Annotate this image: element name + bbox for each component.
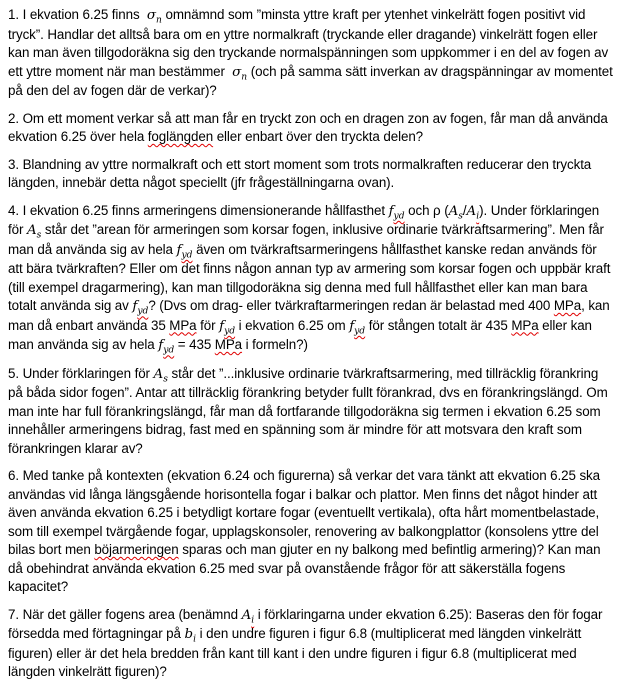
math-symbol-f-yd: $f_{yd}$ [158,338,175,356]
math-symbol-f-yd: $f_{yd}$ [132,299,149,317]
text-run: i den undre figuren i figur 6.8 (multiplicerat med längden vinkelrätt figuren) eller är det hela bredden från kant till kant i den undre figuren i figur 6.8 (multiplicerat med längden vinkelrätt figuren)? [8,626,582,679]
paragraph-question-4 [8,202,613,356]
text-run: omnämnd som ”minsta yttre kraft per ytenhet vinkelrätt fogen positivt vid tryck”. Handlar det alltså bara om en yttre normalkraft (tryckande eller dragande) vinkelrätt fogen eller kan man även tillgodoräkna sig den tryckande normalspänningen som uppkommer i en del av fogen av ett yttre moment när man bestämmer [8,7,609,79]
misspelled-word: MPa [169,317,197,333]
text-run: 1. I ekvation 6.25 finns [8,7,147,22]
math-symbol-A-s: $A_s$ [448,203,463,222]
paragraph-question-1 [8,6,613,101]
text-run: 3. Blandning av yttre normalkraft och ett stort moment som trots normalkraften reducerar den tryckta längden, innebär detta något speciellt (jfr frågeställningarna ovan). [8,156,592,190]
math-symbol-f-yd: $f_{yd}$ [219,318,236,337]
text-run: eller kan man använda sig av hela [8,317,592,352]
text-run: 4. I ekvation 6.25 finns armeringens dimensionerande hållfasthet [8,202,389,218]
misspelled-word: böjarmeringen [94,542,179,557]
misspelled-word: MPa [214,337,243,352]
paragraph-question-5 [8,365,613,459]
paragraph-question-3 [8,156,613,193]
text-run: står det ”arean för armeringen som korsar fogen, inklusive ordinarie tvärkraftsarmering”. Men får man då använda sig av hela [8,222,604,257]
paragraph-question-2 [8,110,613,147]
paragraph-question-7 [8,606,613,682]
text-run: sparas och man gjuter en ny balkong med befintlig armering)? Kan man då obehindrat använda ekvation 6.25 med svar på ovanstående frågor för att säkerställa fogens kapacitet? [8,542,601,594]
math-symbol-A-i: $A_i$ [466,203,480,222]
text-run: även om tvärkraftsarmeringens hållfasthet kanske redan används för att bära tvärkraften? Eller om det finns någon annan typ av armering som korsar fogen och uppbär kraft (till exempel dragarmering), kan man tillgodoräkna sig denna med full hållfasthet eller kan man bara totalt använda sig av [8,241,611,313]
text-run: 5. Under förklaringen för [8,365,154,381]
math-symbol-σ-n: $\sigma_n$ [232,64,248,83]
text-run: / [462,202,467,218]
math-symbol-σ-n: $\sigma_n$ [146,8,162,26]
misspelled-word: foglängden [147,129,214,144]
text-run: 2. Om ett moment verkar så att man får en tryckt zon och en dragen zon av fogen, får man då använda ekvation 6.25 över hela [8,110,608,144]
math-symbol-f-yd: $f_{yd}$ [349,318,366,337]
text-run: , kan man då enbart använda 35 [8,298,610,333]
math-symbol-f-yd: $f_{yd}$ [176,242,193,261]
math-symbol-A-s: $A_s$ [153,366,168,385]
text-run: i ekvation 6.25 om [235,317,350,333]
text-run: för stången totalt är 435 [365,317,512,333]
text-run: = 435 [174,337,215,352]
text-run: 6. Med tanke på kontexten (ekvation 6.24 och figurerna) så verkar det vara tänkt att ekvation 6.25 ska användas vid långa längsgående horisontella fogar i balkar och plattor. Men finns det något hinder att även använda ekvation 6.25 i betydligt kortare fogar (eventuellt vertikala), ofta hårt momentbelastade, som till exempel tvärgående fogar, upplagskonsoler, renovering av balkongplattor (konsolens yttre del bilas bort men [8,468,600,557]
text-run: (och på samma sätt inverkan av dragspänningar av momentet på den del av fogen där de verkar)? [8,63,613,98]
text-run: ). Under förklaringen för [8,202,600,237]
text-run: i formeln?) [242,337,308,352]
math-symbol-b-i: $b_i$ [184,627,197,645]
text-run: och ρ ( [404,202,449,218]
math-symbol-A-s: $A_s$ [26,223,42,241]
text-run: 7. När det gäller fogens area (benämnd [8,606,242,622]
text-run: eller enbart över den tryckta delen? [213,129,424,144]
text-run: står det ”...inklusive ordinarie tvärkraftsarmering, med tillräcklig förankring på båda sidor fogen”. Antar att tillräcklig förankring betyder fullt förankrad, dvs en förankringslängd. Om man inte har full förankringslängd, får man då fortfarande tillgodoräkna sig termen i ekvation 6.25 som innehåller armeringens bidrag, fast med en spänning som är mindre för att motsvara den kraft som förankringen klarar av? [8,365,608,456]
misspelled-word: MPa [553,298,582,313]
text-run: i förklaringarna under ekvation 6.25): Baseras den för fogar försedda med förtagningar på [8,606,603,641]
text-run: för [196,317,220,333]
math-symbol-A-i: $A_i$ [241,607,255,626]
math-symbol-f-yd: $f_{yd}$ [388,203,405,222]
paragraph-question-6 [8,467,613,597]
text-run: ? (Dvs om drag- eller tvärkraftarmeringen redan är belastad med 400 [148,298,554,313]
document-body [8,6,613,682]
misspelled-word: MPa [511,317,539,333]
